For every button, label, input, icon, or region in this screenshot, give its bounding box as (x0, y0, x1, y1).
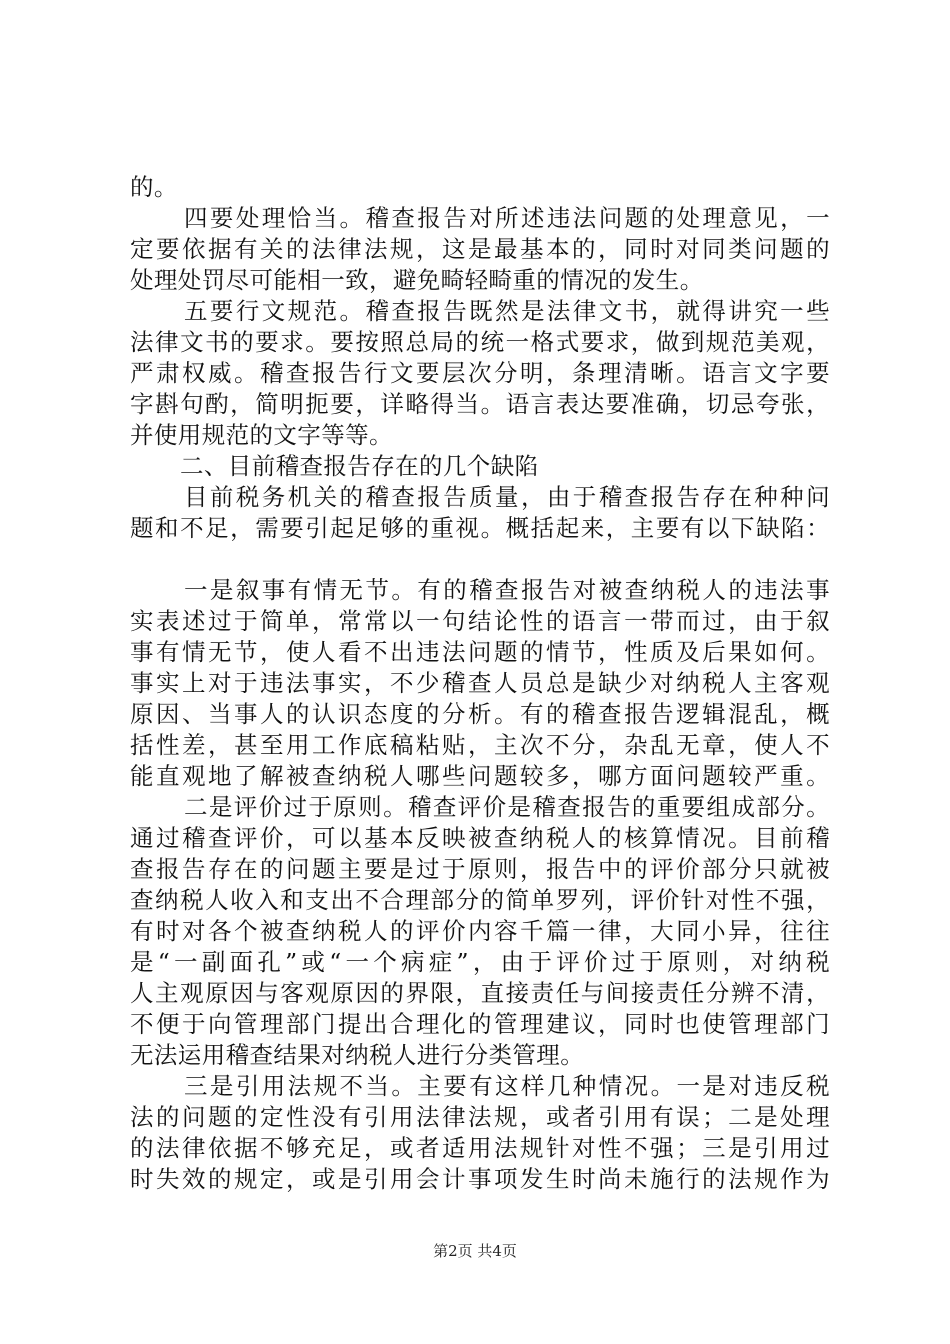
text-line: 不便于向管理部门提出合理化的管理建议，同时也使管理部门 (130, 1010, 830, 1038)
text-line: 是“一副面孔”或“一个病症”，由于评价过于原则，对纳税 (130, 948, 830, 976)
page-footer: 第2页 共4页 (433, 1242, 517, 1260)
text-line: 二是评价过于原则。稽查评价是稽查报告的重要组成部分。 (184, 793, 830, 821)
text-line: 能直观地了解被查纳税人哪些问题较多，哪方面问题较严重。 (130, 762, 830, 790)
text-line: 的法律依据不够充足，或者适用法规针对性不强；三是引用过 (130, 1134, 830, 1162)
text-line: 法的问题的定性没有引用法律法规，或者引用有误；二是处理 (130, 1103, 830, 1131)
text-line: 并使用规范的文字等等。 (130, 421, 393, 449)
text-line: 实表述过于简单，常常以一句结论性的语言一带而过，由于叙 (130, 607, 830, 635)
text-line: 三是引用法规不当。主要有这样几种情况。一是对违反税 (184, 1072, 830, 1100)
text-line: 的。 (130, 173, 178, 201)
text-line: 严肃权威。稽查报告行文要层次分明，条理清晰。语言文字要 (130, 359, 830, 387)
text-line: 题和不足，需要引起足够的重视。概括起来，主要有以下缺陷： (130, 514, 830, 542)
section-heading: 二、目前稽查报告存在的几个缺陷 (180, 452, 539, 480)
text-line: 事有情无节，使人看不出违法问题的情节，性质及后果如何。 (130, 638, 830, 666)
text-line: 法律文书的要求。要按照总局的统一格式要求，做到规范美观， (130, 328, 830, 356)
text-line: 括性差，甚至用工作底稿粘贴，主次不分，杂乱无章，使人不 (130, 731, 830, 759)
text-line: 原因、当事人的认识态度的分析。有的稽查报告逻辑混乱，概 (130, 700, 830, 728)
text-line: 查纳税人收入和支出不合理部分的简单罗列，评价针对性不强， (130, 886, 830, 914)
text-line: 五要行文规范。稽查报告既然是法律文书，就得讲究一些 (184, 297, 830, 325)
text-line: 四要处理恰当。稽查报告对所述违法问题的处理意见，一 (184, 204, 830, 232)
text-line (130, 544, 830, 575)
text-line: 查报告存在的问题主要是过于原则，报告中的评价部分只就被 (130, 855, 830, 883)
text-line: 字斟句酌，简明扼要，详略得当。语言表达要准确，切忌夸张， (130, 390, 830, 418)
text-line: 定要依据有关的法律法规，这是最基本的，同时对同类问题的 (130, 235, 830, 263)
text-line: 无法运用稽查结果对纳税人进行分类管理。 (130, 1041, 585, 1069)
document-body (130, 172, 830, 1195)
text-line: 一是叙事有情无节。有的稽查报告对被查纳税人的违法事 (184, 576, 830, 604)
text-line: 时失效的规定，或是引用会计事项发生时尚未施行的法规作为 (130, 1165, 830, 1193)
text-line: 通过稽查评价，可以基本反映被查纳税人的核算情况。目前稽 (130, 824, 830, 852)
text-line: 目前税务机关的稽查报告质量，由于稽查报告存在种种问 (184, 483, 830, 511)
text-line: 处理处罚尽可能相一致，避免畸轻畸重的情况的发生。 (130, 266, 704, 294)
text-line: 人主观原因与客观原因的界限，直接责任与间接责任分辨不清， (130, 979, 830, 1007)
text-line: 有时对各个被查纳税人的评价内容千篇一律，大同小异，往往 (130, 917, 830, 945)
text-line: 事实上对于违法事实，不少稽查人员总是缺少对纳税人主客观 (130, 669, 830, 697)
